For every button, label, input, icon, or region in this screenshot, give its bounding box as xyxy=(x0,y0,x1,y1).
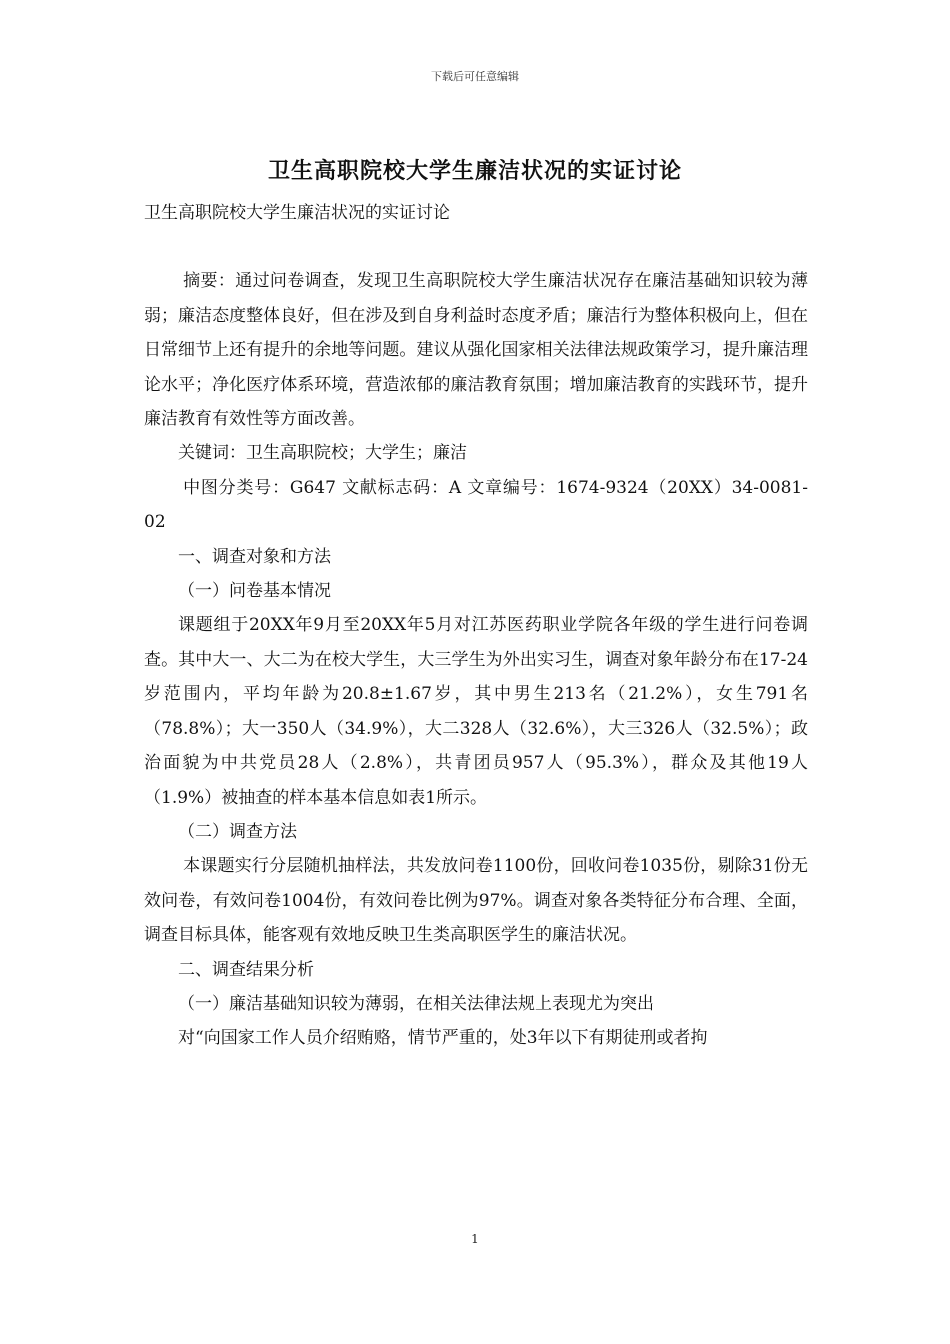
subsection-heading-1-2: （二）调查方法 xyxy=(178,821,297,842)
document-body xyxy=(144,196,808,1056)
subsection-heading-1-1: （一）问卷基本情况 xyxy=(178,581,331,602)
abstract-paragraph: 摘要：通过问卷调查，发现卫生高职院校大学生廉洁状况存在廉洁基础知识较为薄弱；廉洁态度整体良好，但在涉及到自身利益时态度矛盾；廉洁行为整体积极向上，但在日常细节上还有提升的余地等问题。建议从强化国家相关法律法规政策学习，提升廉洁理论水平；净化医疗体系环境，营造浓郁的廉洁教育氛围；增加廉洁教育的实践环节，提升廉洁教育有效性等方面改善。 xyxy=(144,271,808,430)
survey-method-paragraph: 本课题实行分层随机抽样法，共发放问卷1100份，回收问卷1035份，剔除31份无效问卷，有效问卷1004份，有效问卷比例为97%。调查对象各类特征分布合理、全面，调查目标具体，能客观有效地反映卫生类高职医学生的廉洁状况。 xyxy=(144,856,808,946)
classification-line: 中图分类号：G647 文献标志码：A 文章编号：1674-9324（20XX）34-0081-02 xyxy=(144,477,808,533)
section-heading-1: 一、调查对象和方法 xyxy=(178,546,331,567)
survey-basics-paragraph: 课题组于20XX年9月至20XX年5月对江苏医药职业学院各年级的学生进行问卷调查。其中大一、大二为在校大学生，大三学生为外出实习生，调查对象年龄分布在17-24岁范围内，平均年龄为20.8±1.67岁，其中男生213名（21.2%），女生791名（78.8%）；大一350人（34.9%），大二328人（32.6%），大三326人（32.5%）；政治面貌为中共党员28人（2.8%），共青团员957人（95.3%），群众及其他19人（1.9%）被抽查的样本基本信息如表1所示。 xyxy=(144,615,808,808)
page-number: 1 xyxy=(471,1232,479,1246)
document-title: 卫生高职院校大学生廉洁状况的实证讨论 xyxy=(267,158,682,184)
section-heading-2: 二、调查结果分析 xyxy=(178,959,314,980)
header-note: 下载后可任意编辑 xyxy=(431,70,519,83)
analysis-paragraph: 对“向国家工作人员介绍贿赂，情节严重的，处3年以下有期徒刑或者拘 xyxy=(178,1028,708,1049)
document-subtitle: 卫生高职院校大学生廉洁状况的实证讨论 xyxy=(144,203,450,223)
subsection-heading-2-1: （一）廉洁基础知识较为薄弱，在相关法律法规上表现尤为突出 xyxy=(178,993,654,1014)
keywords-line: 关键词：卫生高职院校；大学生；廉洁 xyxy=(178,443,467,464)
